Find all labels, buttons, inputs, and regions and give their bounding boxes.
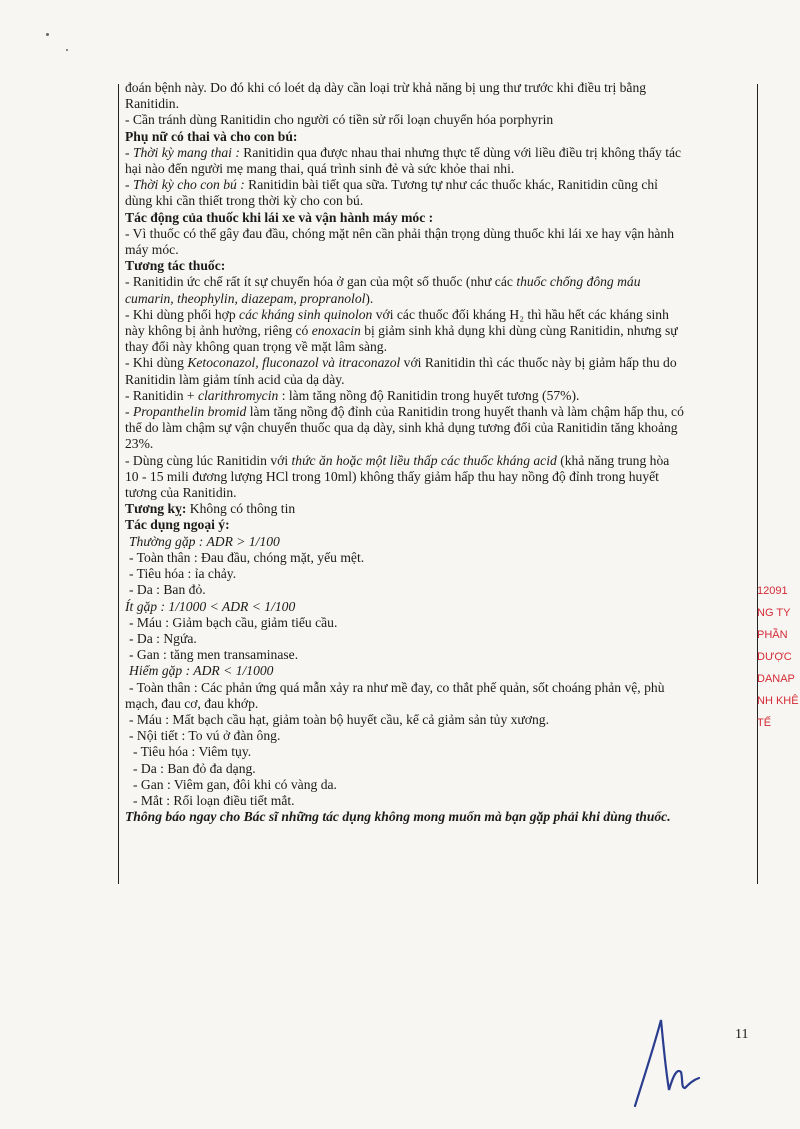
text-run: - Da : Ban đỏ đa dạng. [133,760,256,776]
text-run: cumarin, theophylin, diazepam, propranolol [125,290,366,306]
text-line [125,615,753,631]
text-run: thuốc chống đông máu [516,274,641,290]
text-run: Phụ nữ có thai và cho con bú: [125,128,298,144]
text-line [125,599,753,615]
text-run: - [125,404,133,420]
text-run: - Khi dùng phối hợp [125,306,240,322]
text-line [125,129,753,145]
text-line [125,112,753,128]
text-line [125,517,753,533]
text-run: thức ăn hoặc một liều thấp các thuốc kháng acid [291,452,557,468]
text-line [125,728,753,744]
text-line [125,761,753,777]
text-line [125,534,753,550]
text-run: dùng khi cần thiết trong thời kỳ cho con bú. [125,193,364,209]
text-run: Tương kỵ: [125,501,187,517]
text-run: với Ranitidin thì các thuốc này bị giảm hấp thu do [400,355,677,371]
text-line [125,550,753,566]
text-line [125,453,753,469]
text-run: Hiếm gặp : ADR < 1/1000 [129,663,274,679]
text-run: - [125,144,133,160]
text-line [125,339,753,355]
text-line [125,777,753,793]
page-number: 11 [735,1027,749,1042]
text-line [125,501,753,517]
seal-text: 12091 [757,585,788,597]
text-line [125,680,753,696]
text-run: thể do làm chậm sự vận chuyển thuốc qua dạ dày, sinh khả dụng tương đối của Ranitidin tăng khoảng [125,420,678,436]
seal-text: DƯỢC [757,651,792,663]
text-run: - Nội tiết : To vú ở đàn ông. [129,728,281,744]
text-run: 23%. [125,436,154,452]
seal-text: NG TY [757,607,791,619]
text-run: (khả năng trung hòa [556,452,670,468]
text-run: Ít gặp : 1/1000 < ADR < 1/100 [125,598,296,614]
text-line [125,712,753,728]
text-run: thay đổi này không quan trọng về mặt lâm sàng. [125,339,388,355]
text-run: - Da : Ban đỏ. [129,582,206,598]
text-run: clarithromycin [198,387,279,403]
text-run: - Vì thuốc có thể gây đau đầu, chóng mặt nên cần phải thận trọng dùng thuốc khi lái xe hay vận hành [125,225,675,241]
text-line [125,323,753,339]
text-run: mạch, đau cơ, đau khớp. [125,695,259,711]
text-run: Propanthelin bromid [132,404,247,420]
seal-text: PHẦN [757,629,788,641]
text-line [125,485,753,501]
text-line [125,242,753,258]
text-run: tương của Ranitidin. [125,485,237,501]
text-run: - Dùng cùng lúc Ranitidin với [125,452,292,468]
text-run: - Ranitidin + [125,387,198,403]
text-line [125,258,753,274]
text-run: Thông báo ngay cho Bác sĩ những tác dụng không mong muốn mà bạn gặp phải khi dùng thuốc. [125,809,671,825]
text-line [125,177,753,193]
text-line [125,793,753,809]
text-line [125,647,753,663]
text-run: - Toàn thân : Các phản ứng quá mẫn xảy ra như mề đay, co thắt phế quản, sốt choáng phản vệ, phù [129,679,665,695]
seal-text: DANAP [757,673,795,685]
text-run: Ranitidin bài tiết qua sữa. Tương tự như các thuốc khác, Ranitidin cũng chỉ [244,177,658,193]
text-line [125,436,753,452]
text-line [125,291,753,307]
text-run: - Máu : Mất bạch cầu hạt, giảm toàn bộ huyết cầu, kể cả giảm sản tủy xương. [129,711,549,727]
text-line [125,696,753,712]
text-run: Tương tác thuốc: [125,258,226,274]
text-run: bị giảm sinh khả dụng khi dùng cùng Ranitidin, nhưng sự [360,323,678,339]
text-run: - Tiêu hóa : Viêm tụy. [133,744,252,760]
text-run: với các thuốc đối kháng H₂ thì hầu hết các kháng sinh [372,306,669,322]
text-line [125,663,753,679]
text-line [125,744,753,760]
text-line [125,193,753,209]
text-run: các kháng sinh quinolon [239,306,373,322]
text-run: - Ranitidin ức chế rất ít sự chuyển hóa ở gan của một số thuốc (như các [125,274,517,290]
seal-text: TẾ [757,717,772,729]
text-run: máy móc. [125,242,179,258]
text-line [125,210,753,226]
text-run: đoán bệnh này. Do đó khi có loét dạ dày cần loại trừ khả năng bị ung thư trước khi điều trị bằng [125,80,647,95]
text-line [125,420,753,436]
text-line [125,469,753,485]
speck [46,33,49,36]
text-line [125,145,753,161]
text-run: Ketoconazol, fluconazol và itraconazol [187,355,401,371]
text-line [125,582,753,598]
company-seal [757,585,800,915]
text-line [125,226,753,242]
text-line [125,355,753,371]
text-line [125,372,753,388]
text-run: - Mắt : Rối loạn điều tiết mắt. [133,792,295,808]
text-run: Thời kỳ mang thai : [132,144,240,160]
text-run: - Da : Ngứa. [129,630,197,646]
text-run: 10 - 15 mili đương lượng HCl trong 10ml) không thấy giảm hấp thu hay nồng độ đỉnh trong huyết [125,468,659,484]
text-run: - Gan : Viêm gan, đôi khi có vàng da. [133,776,337,792]
text-run: này không bị ảnh hưởng, riêng có [125,323,312,339]
text-run: Thường gặp : ADR > 1/100 [129,533,280,549]
left-margin-line [118,84,119,884]
text-run: - Khi dùng [125,355,188,371]
text-line [125,274,753,290]
text-run: Ranitidin. [125,96,179,112]
handwritten-signature [625,1010,715,1110]
text-line [125,80,753,96]
text-line [125,631,753,647]
text-run: - Toàn thân : Đau đầu, chóng mặt, yếu mệt. [129,549,365,565]
text-run: hại nào đến người mẹ mang thai, quá trình sinh đẻ và sức khỏe thai nhi. [125,161,515,177]
text-run: Ranitidin làm giảm tính acid của dạ dày. [125,371,345,387]
text-run: ). [365,290,374,306]
text-run: - Máu : Giảm bạch cầu, giảm tiểu cầu. [129,614,338,630]
text-line [125,96,753,112]
text-run: Tác dụng ngoại ý: [125,517,230,533]
text-run: Không có thông tin [186,501,296,517]
text-run: Ranitidin qua được nhau thai nhưng thực tế dùng với liều điều trị không thấy tác [239,144,682,160]
text-run: Thời kỳ cho con bú : [132,177,245,193]
text-line [125,307,753,323]
seal-text: NH KHÊ [757,695,799,707]
speck [66,49,68,51]
text-run: : làm tăng nồng độ Ranitidin trong huyết tương (57%). [278,387,580,403]
text-run: - [125,177,133,193]
text-run: làm tăng nồng độ đỉnh của Ranitidin trong huyết thanh và làm chậm hấp thu, có [246,404,684,420]
text-run: enoxacin [311,323,361,339]
text-run: - Cần tránh dùng Ranitidin cho người có tiền sử rối loạn chuyển hóa porphyrin [125,112,554,128]
document-body [125,80,753,825]
text-run: - Gan : tăng men transaminase. [129,647,299,663]
text-line [125,161,753,177]
text-run: - Tiêu hóa : ỉa chảy. [129,566,237,582]
text-line [125,566,753,582]
text-line [125,388,753,404]
text-line [125,404,753,420]
text-run: Tác động của thuốc khi lái xe và vận hành máy móc : [125,209,434,225]
text-line [125,809,753,825]
